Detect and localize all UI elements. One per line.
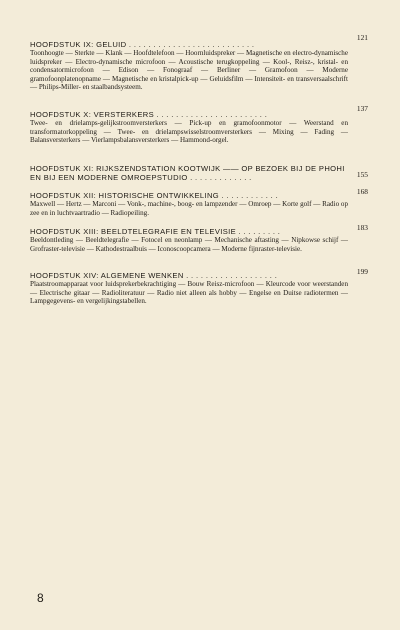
chapter-description: Toonhoogte — Sterkte — Klank — Hoofdtelefoon — Hoornluidspreker — Magnetische en electro-dynamische luidspreker — Electro-dynamische microfoon — Acoustische terugkoppeling — Kool-, Reisz-, kristal- en condensatormicrofoon — Edison — Fonograaf — Berliner — Gramofoon — Moderne gramofoonplatenopname — Magnetische en kristalpick-up — Geluidsfilm — Intensiteit- en transversaalschrift — Philips-Miller- en staalbandsysteem. — [30, 49, 348, 92]
chapter-description: Plaatstroomapparaat voor luidsprekerbekrachtiging — Bouw Reisz-microfoon — Kleurcode voor weerstanden — Electrische gitaar — Radioliteratuur — Radio niet alleen als hobby — Engelse en Duitse radiotermen — Lampgegevens- en vergelijkingstabellen. — [30, 280, 348, 306]
chapter-xii — [30, 191, 348, 217]
page-number: 155 — [356, 170, 368, 179]
chapter-title: HOOFDSTUK XII: HISTORISCHE ONTWIKKELING . . . . . . . . . . . . — [30, 191, 279, 200]
folio-page-number: 8 — [37, 591, 44, 605]
chapter-description: Maxwell — Hertz — Marconi — Vonk-, machine-, boog- en lampzender — Omroep — Korte golf — Radio op zee en in luchtvaartradio — Radiopeiling. — [30, 200, 348, 217]
page-number: 199 — [356, 267, 368, 276]
page-number: 183 — [356, 223, 368, 232]
chapter-description: Beeldontleding — Beeldtelegrafie — Fotocel en neonlamp — Mechanische aftasting — Nipkowse schijf — Grofraster-televisie — Kathodestraalbuis — Iconoscoopcamera — Moderne fijnraster-televisie. — [30, 236, 348, 253]
page-number: 121 — [356, 33, 368, 42]
chapter-title: HOOFDSTUK XIV: ALGEMENE WENKEN . . . . . . . . . . . . . . . . . . . — [30, 271, 278, 280]
chapter-ix — [30, 40, 348, 92]
chapter-title: HOOFDSTUK X: VERSTERKERS . . . . . . . . . . . . . . . . . . . . . . . — [30, 110, 268, 119]
chapter-xiv — [30, 271, 348, 306]
chapter-title: HOOFDSTUK IX: GELUID . . . . . . . . . . . . . . . . . . . . . . . . . . — [30, 40, 255, 49]
chapter-title: HOOFDSTUK XI: RIJKSZENDSTATION KOOTWIJK —— OP BEZOEK BIJ DE PHOHI EN BIJ EEN MODERNE OMROEPSTUDIO . . . . . . . . . . . . . — [30, 164, 345, 182]
chapter-description: Twee- en drielamps-gelijkstroomversterkers — Pick-up en gramofoonmotor — Weerstand en transformatorkoppeling — Twee- en drielampswisselstroomversterkers — Mixing — Fading — Balansversterkers — Vierlampsbalansversterkers — Hammond-orgel. — [30, 119, 348, 145]
page-number: 168 — [356, 187, 368, 196]
chapter-title: HOOFDSTUK XIII: BEELDTELEGRAFIE EN TELEVISIE . . . . . . . . . — [30, 227, 281, 236]
chapter-x — [30, 110, 348, 145]
chapter-xi — [30, 164, 348, 182]
page-number: 137 — [356, 104, 368, 113]
chapter-xiii — [30, 227, 348, 253]
